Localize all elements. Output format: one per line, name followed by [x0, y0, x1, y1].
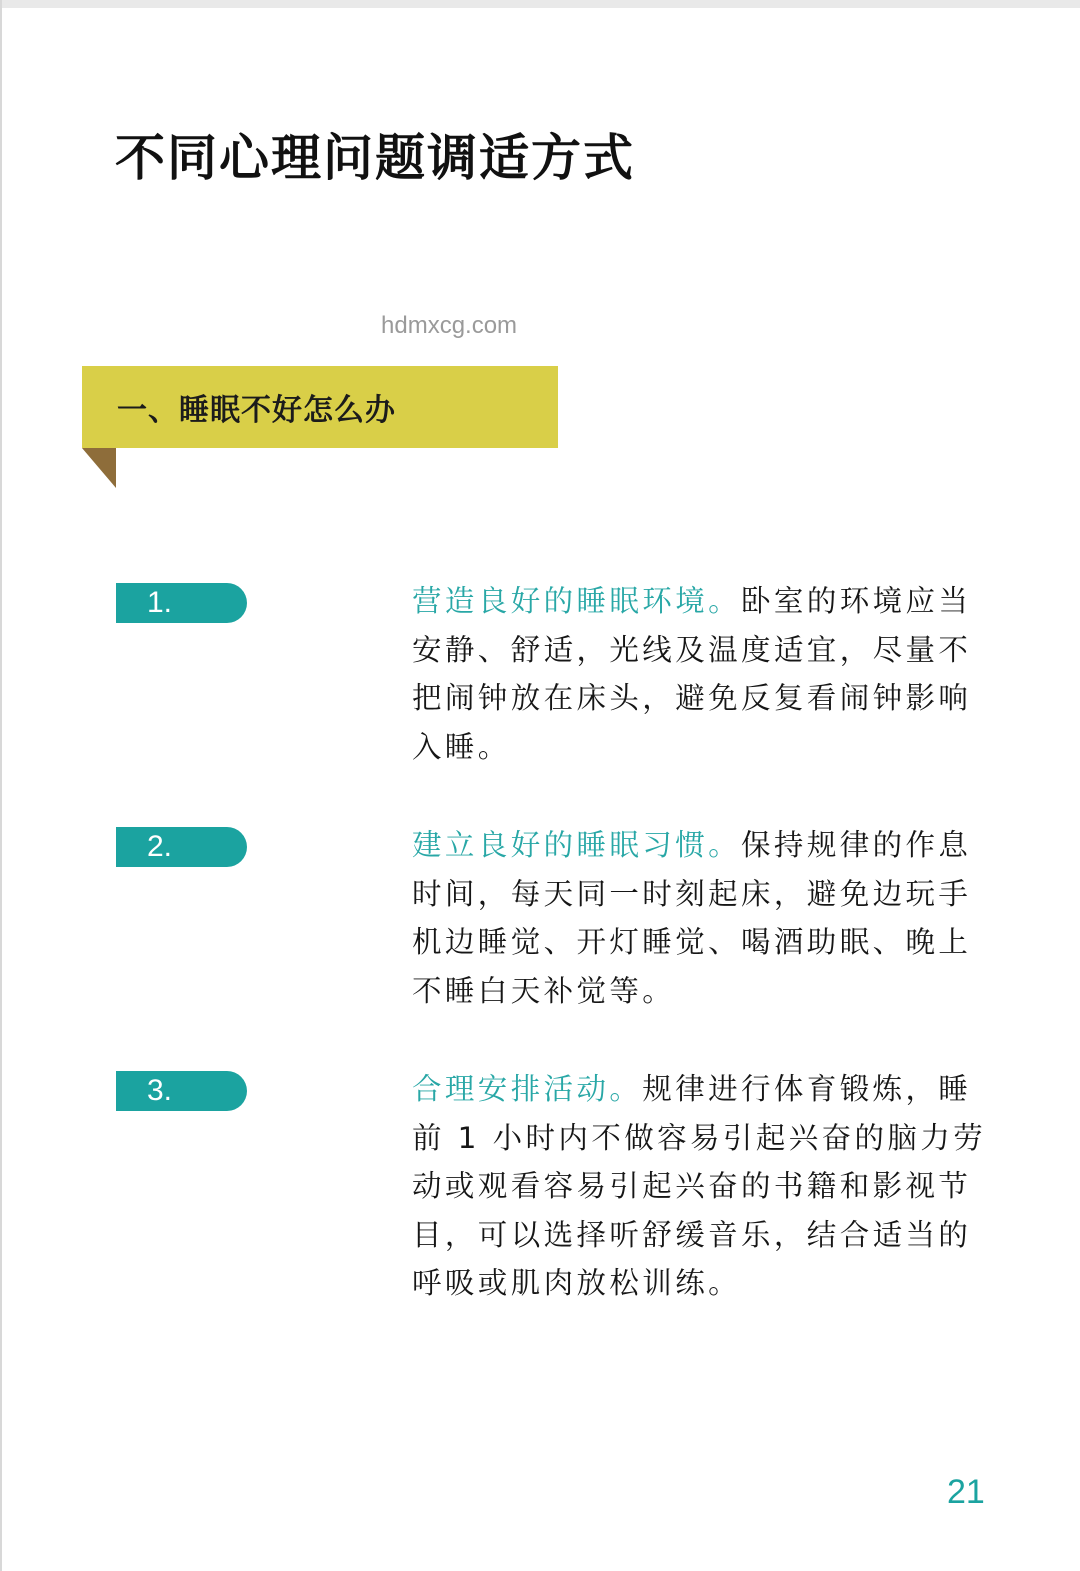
section-title: 一、睡眠不好怎么办 [117, 393, 396, 428]
item-body: 保持规律的作息时间，每天同一时刻起床，避免边玩手机边睡觉、开灯睡觉、喝酒助眠、晚上不睡白天补觉等。 [412, 828, 972, 1008]
item-paragraph [412, 1065, 992, 1308]
item-number-tag: 2. [116, 827, 247, 867]
item-body: 卧室的环境应当安静、舒适，光线及温度适宜，尽量不把闹钟放在床头，避免反复看闹钟影响入睡。 [412, 584, 972, 764]
item-highlight: 建立良好的睡眠习惯。 [412, 828, 742, 862]
page-number: 21 [947, 1473, 985, 1511]
item-number-tag: 1. [116, 583, 247, 623]
page-title: 不同心理问题调适方式 [115, 129, 635, 187]
item-body: 规律进行体育锻炼，睡前 1 小时内不做容易引起兴奋的脑力劳动或观看容易引起兴奋的书籍和影视节目，可以选择听舒缓音乐，结合适当的呼吸或肌肉放松训练。 [412, 1072, 987, 1300]
left-page-edge [0, 0, 2, 1571]
item-number-tag: 3. [116, 1071, 247, 1111]
item-paragraph [412, 821, 992, 1015]
watermark: hdmxcg.com [381, 312, 518, 339]
item-highlight: 营造良好的睡眠环境。 [412, 584, 742, 618]
section-banner [82, 366, 558, 448]
item-highlight: 合理安排活动。 [412, 1072, 643, 1106]
item-paragraph [412, 577, 992, 771]
top-page-edge [0, 0, 1080, 8]
section-banner-fold [82, 448, 116, 488]
